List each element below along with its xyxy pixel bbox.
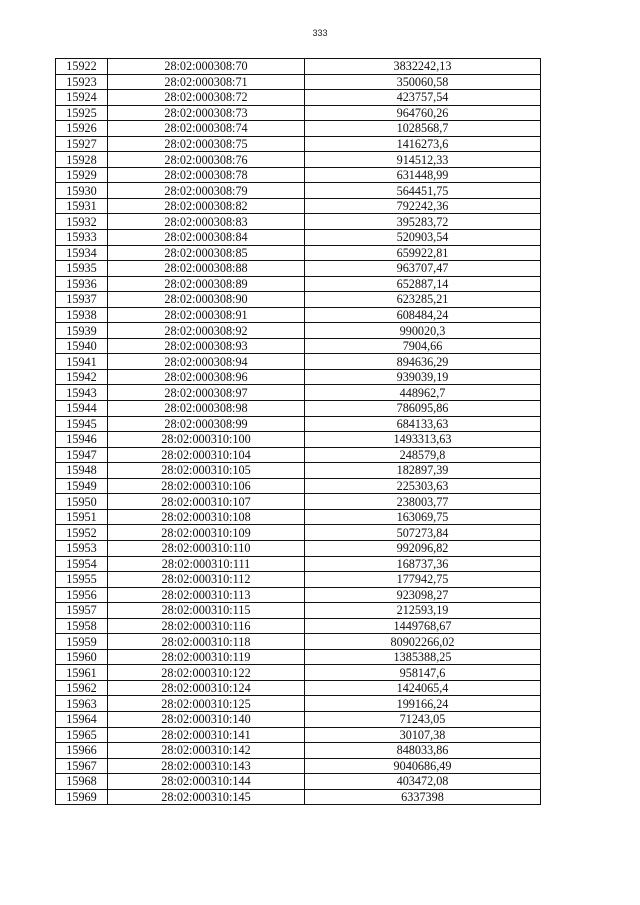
table-row (56, 463, 541, 479)
row-number-cell: 15923 (56, 74, 108, 90)
value-cell: 1424065,4 (305, 680, 541, 696)
cadastral-number-cell: 28:02:000308:94 (108, 354, 305, 370)
table-row (56, 416, 541, 432)
row-number-cell: 15967 (56, 758, 108, 774)
cadastral-number-cell: 28:02:000308:91 (108, 307, 305, 323)
value-cell: 238003,77 (305, 494, 541, 510)
table-row (56, 587, 541, 603)
cadastral-number-cell: 28:02:000310:113 (108, 587, 305, 603)
value-cell: 958147,6 (305, 665, 541, 681)
row-number-cell: 15953 (56, 540, 108, 556)
cadastral-number-cell: 28:02:000308:89 (108, 276, 305, 292)
value-cell: 564451,75 (305, 183, 541, 199)
table-row (56, 696, 541, 712)
cadastral-number-cell: 28:02:000308:84 (108, 230, 305, 246)
row-number-cell: 15964 (56, 711, 108, 727)
table-row (56, 447, 541, 463)
table-row (56, 323, 541, 339)
cadastral-number-cell: 28:02:000308:98 (108, 401, 305, 417)
row-number-cell: 15966 (56, 743, 108, 759)
value-cell: 163069,75 (305, 509, 541, 525)
table-row (56, 758, 541, 774)
cadastral-number-cell: 28:02:000308:73 (108, 105, 305, 121)
cadastral-number-cell: 28:02:000310:106 (108, 478, 305, 494)
row-number-cell: 15965 (56, 727, 108, 743)
row-number-cell: 15959 (56, 634, 108, 650)
value-cell: 168737,36 (305, 556, 541, 572)
value-cell: 992096,82 (305, 540, 541, 556)
row-number-cell: 15936 (56, 276, 108, 292)
value-cell: 990020,3 (305, 323, 541, 339)
row-number-cell: 15935 (56, 261, 108, 277)
table-row (56, 90, 541, 106)
cadastral-number-cell: 28:02:000310:143 (108, 758, 305, 774)
table-row (56, 774, 541, 790)
cadastral-number-cell: 28:02:000310:108 (108, 509, 305, 525)
row-number-cell: 15926 (56, 121, 108, 137)
cadastral-number-cell: 28:02:000310:122 (108, 665, 305, 681)
table-row (56, 572, 541, 588)
table-row (56, 276, 541, 292)
row-number-cell: 15940 (56, 338, 108, 354)
row-number-cell: 15943 (56, 385, 108, 401)
value-cell: 199166,24 (305, 696, 541, 712)
row-number-cell: 15942 (56, 369, 108, 385)
cadastral-number-cell: 28:02:000308:74 (108, 121, 305, 137)
data-table-container (55, 58, 540, 805)
value-cell: 894636,29 (305, 354, 541, 370)
value-cell: 448962,7 (305, 385, 541, 401)
value-cell: 684133,63 (305, 416, 541, 432)
value-cell: 652887,14 (305, 276, 541, 292)
cadastral-number-cell: 28:02:000310:145 (108, 789, 305, 805)
cadastral-number-cell: 28:02:000308:93 (108, 338, 305, 354)
table-row (56, 556, 541, 572)
cadastral-number-cell: 28:02:000308:85 (108, 245, 305, 261)
table-row (56, 183, 541, 199)
cadastral-number-cell: 28:02:000310:141 (108, 727, 305, 743)
table-row (56, 230, 541, 246)
row-number-cell: 15969 (56, 789, 108, 805)
row-number-cell: 15957 (56, 603, 108, 619)
value-cell: 80902266,02 (305, 634, 541, 650)
table-row (56, 307, 541, 323)
cadastral-value-table (55, 58, 541, 805)
value-cell: 939039,19 (305, 369, 541, 385)
row-number-cell: 15927 (56, 136, 108, 152)
cadastral-number-cell: 28:02:000308:90 (108, 292, 305, 308)
table-row (56, 198, 541, 214)
cadastral-number-cell: 28:02:000310:144 (108, 774, 305, 790)
row-number-cell: 15963 (56, 696, 108, 712)
table-row (56, 603, 541, 619)
cadastral-number-cell: 28:02:000310:104 (108, 447, 305, 463)
row-number-cell: 15960 (56, 649, 108, 665)
table-row (56, 789, 541, 805)
table-row (56, 245, 541, 261)
value-cell: 9040686,49 (305, 758, 541, 774)
table-row (56, 167, 541, 183)
value-cell: 212593,19 (305, 603, 541, 619)
cadastral-number-cell: 28:02:000308:92 (108, 323, 305, 339)
row-number-cell: 15949 (56, 478, 108, 494)
row-number-cell: 15941 (56, 354, 108, 370)
value-cell: 6337398 (305, 789, 541, 805)
cadastral-number-cell: 28:02:000310:125 (108, 696, 305, 712)
table-row (56, 261, 541, 277)
table-row (56, 152, 541, 168)
table-row (56, 338, 541, 354)
cadastral-number-cell: 28:02:000310:107 (108, 494, 305, 510)
table-row (56, 634, 541, 650)
value-cell: 631448,99 (305, 167, 541, 183)
value-cell: 177942,75 (305, 572, 541, 588)
cadastral-number-cell: 28:02:000308:83 (108, 214, 305, 230)
value-cell: 1385388,25 (305, 649, 541, 665)
value-cell: 30107,38 (305, 727, 541, 743)
cadastral-number-cell: 28:02:000308:71 (108, 74, 305, 90)
value-cell: 1416273,6 (305, 136, 541, 152)
value-cell: 520903,54 (305, 230, 541, 246)
value-cell: 1449768,67 (305, 618, 541, 634)
value-cell: 7904,66 (305, 338, 541, 354)
value-cell: 792242,36 (305, 198, 541, 214)
cadastral-number-cell: 28:02:000308:97 (108, 385, 305, 401)
row-number-cell: 15929 (56, 167, 108, 183)
value-cell: 3832242,13 (305, 59, 541, 75)
table-row (56, 292, 541, 308)
value-cell: 964760,26 (305, 105, 541, 121)
cadastral-number-cell: 28:02:000308:75 (108, 136, 305, 152)
row-number-cell: 15947 (56, 447, 108, 463)
cadastral-number-cell: 28:02:000310:116 (108, 618, 305, 634)
table-row (56, 478, 541, 494)
row-number-cell: 15944 (56, 401, 108, 417)
value-cell: 395283,72 (305, 214, 541, 230)
row-number-cell: 15962 (56, 680, 108, 696)
table-row (56, 432, 541, 448)
row-number-cell: 15952 (56, 525, 108, 541)
table-row (56, 649, 541, 665)
table-row (56, 385, 541, 401)
table-row (56, 509, 541, 525)
cadastral-number-cell: 28:02:000310:111 (108, 556, 305, 572)
row-number-cell: 15937 (56, 292, 108, 308)
cadastral-number-cell: 28:02:000310:100 (108, 432, 305, 448)
value-cell: 182897,39 (305, 463, 541, 479)
table-row (56, 401, 541, 417)
table-row (56, 121, 541, 137)
table-row (56, 354, 541, 370)
cadastral-number-cell: 28:02:000308:78 (108, 167, 305, 183)
table-row (56, 680, 541, 696)
table-row (56, 59, 541, 75)
value-cell: 963707,47 (305, 261, 541, 277)
cadastral-number-cell: 28:02:000308:82 (108, 198, 305, 214)
value-cell: 848033,86 (305, 743, 541, 759)
cadastral-number-cell: 28:02:000308:76 (108, 152, 305, 168)
table-row (56, 665, 541, 681)
row-number-cell: 15928 (56, 152, 108, 168)
table-row (56, 743, 541, 759)
cadastral-number-cell: 28:02:000310:142 (108, 743, 305, 759)
value-cell: 350060,58 (305, 74, 541, 90)
row-number-cell: 15968 (56, 774, 108, 790)
cadastral-number-cell: 28:02:000308:88 (108, 261, 305, 277)
row-number-cell: 15955 (56, 572, 108, 588)
row-number-cell: 15932 (56, 214, 108, 230)
value-cell: 1028568,7 (305, 121, 541, 137)
row-number-cell: 15933 (56, 230, 108, 246)
table-row (56, 369, 541, 385)
row-number-cell: 15954 (56, 556, 108, 572)
row-number-cell: 15925 (56, 105, 108, 121)
row-number-cell: 15924 (56, 90, 108, 106)
cadastral-number-cell: 28:02:000308:79 (108, 183, 305, 199)
row-number-cell: 15922 (56, 59, 108, 75)
table-row (56, 494, 541, 510)
value-cell: 659922,81 (305, 245, 541, 261)
row-number-cell: 15948 (56, 463, 108, 479)
row-number-cell: 15945 (56, 416, 108, 432)
row-number-cell: 15961 (56, 665, 108, 681)
value-cell: 225303,63 (305, 478, 541, 494)
cadastral-number-cell: 28:02:000310:109 (108, 525, 305, 541)
table-row (56, 214, 541, 230)
cadastral-number-cell: 28:02:000310:110 (108, 540, 305, 556)
value-cell: 914512,33 (305, 152, 541, 168)
row-number-cell: 15939 (56, 323, 108, 339)
value-cell: 71243,05 (305, 711, 541, 727)
cadastral-number-cell: 28:02:000308:99 (108, 416, 305, 432)
row-number-cell: 15956 (56, 587, 108, 603)
cadastral-number-cell: 28:02:000310:119 (108, 649, 305, 665)
table-row (56, 136, 541, 152)
row-number-cell: 15946 (56, 432, 108, 448)
value-cell: 423757,54 (305, 90, 541, 106)
row-number-cell: 15931 (56, 198, 108, 214)
value-cell: 623285,21 (305, 292, 541, 308)
table-row (56, 727, 541, 743)
cadastral-number-cell: 28:02:000308:96 (108, 369, 305, 385)
value-cell: 403472,08 (305, 774, 541, 790)
value-cell: 608484,24 (305, 307, 541, 323)
table-row (56, 74, 541, 90)
value-cell: 923098,27 (305, 587, 541, 603)
table-row (56, 618, 541, 634)
row-number-cell: 15950 (56, 494, 108, 510)
table-row (56, 540, 541, 556)
table-row (56, 525, 541, 541)
cadastral-number-cell: 28:02:000308:72 (108, 90, 305, 106)
table-row (56, 711, 541, 727)
row-number-cell: 15938 (56, 307, 108, 323)
cadastral-number-cell: 28:02:000310:112 (108, 572, 305, 588)
row-number-cell: 15958 (56, 618, 108, 634)
cadastral-number-cell: 28:02:000310:105 (108, 463, 305, 479)
value-cell: 1493313,63 (305, 432, 541, 448)
row-number-cell: 15930 (56, 183, 108, 199)
table-body (56, 59, 541, 805)
value-cell: 786095,86 (305, 401, 541, 417)
page-number: 333 (312, 28, 328, 38)
row-number-cell: 15951 (56, 509, 108, 525)
cadastral-number-cell: 28:02:000310:115 (108, 603, 305, 619)
cadastral-number-cell: 28:02:000310:118 (108, 634, 305, 650)
row-number-cell: 15934 (56, 245, 108, 261)
table-row (56, 105, 541, 121)
value-cell: 248579,8 (305, 447, 541, 463)
value-cell: 507273,84 (305, 525, 541, 541)
cadastral-number-cell: 28:02:000310:140 (108, 711, 305, 727)
cadastral-number-cell: 28:02:000310:124 (108, 680, 305, 696)
cadastral-number-cell: 28:02:000308:70 (108, 59, 305, 75)
